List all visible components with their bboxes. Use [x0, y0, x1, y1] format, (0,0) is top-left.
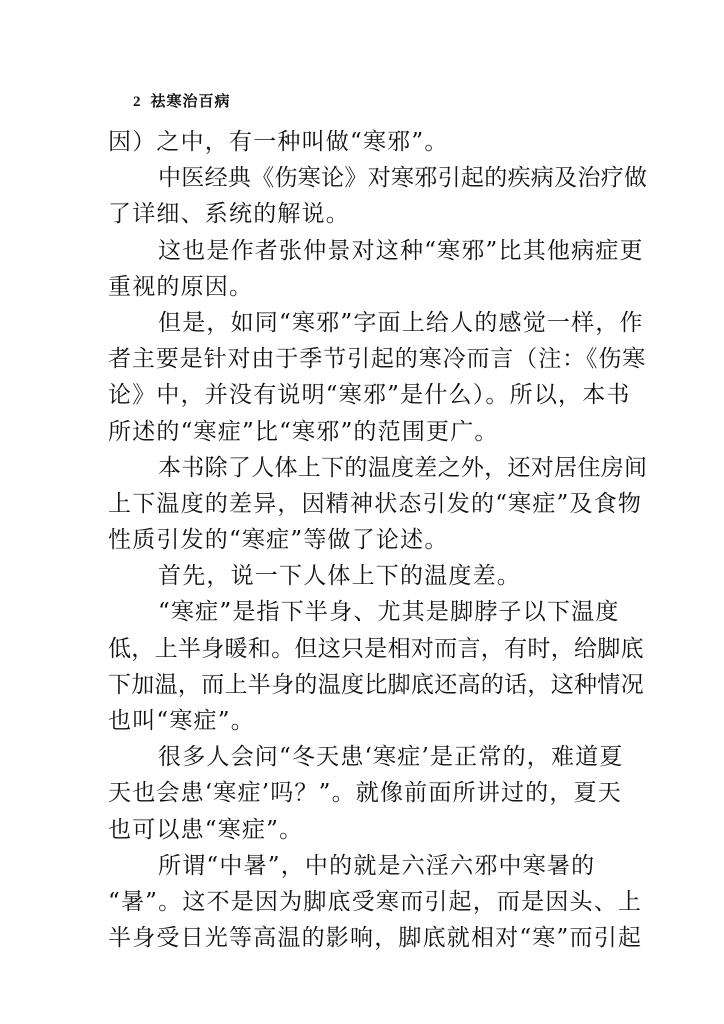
text-line: “暑”。这不是因为脚底受寒而引起，而是因头、上 — [108, 888, 643, 915]
text-line: 但是，如同“寒邪”字面上给人的感觉一样，作 — [158, 309, 644, 336]
text-line: “寒症”是指下半身、尤其是脚脖子以下温度 — [158, 599, 620, 626]
text-line: 重视的原因。 — [108, 273, 254, 300]
text-line: 性质引发的“寒症”等做了论述。 — [108, 527, 449, 554]
text-line: 者主要是针对由于季节引起的寒冷而言（注：《伤寒 — [108, 346, 647, 373]
text-line: 这也是作者张仲景对这种“寒邪”比其他病症更 — [158, 237, 644, 264]
body-text — [108, 124, 648, 956]
text-line: 中医经典《伤寒论》对寒邪引起的疾病及治疗做 — [158, 165, 648, 192]
text-line: 因）之中，有一种叫做“寒邪”。 — [108, 129, 449, 155]
running-header — [133, 90, 231, 112]
page-number: 2 — [133, 94, 141, 110]
text-line: 首先，说一下人体上下的温度差。 — [158, 563, 521, 590]
text-line: 下加温，而上半身的温度比脚底还高的话，这种情况 — [108, 671, 644, 698]
text-line: 本书除了人体上下的温度差之外，还对居住房间 — [158, 454, 648, 481]
text-line: 天也会患‘寒症’吗？”。就像前面所讲过的，夏天 — [108, 780, 622, 807]
book-title: 祛寒治百病 — [150, 92, 231, 110]
text-line: 也可以患“寒症”。 — [108, 816, 304, 843]
text-line: 很多人会问“冬天患‘寒症’是正常的，难道夏 — [158, 744, 624, 771]
text-line: 低，上半身暖和。但这只是相对而言，有时，给脚底 — [108, 635, 644, 662]
text-line: 论》中，并没有说明“寒邪”是什么）。所以，本书 — [108, 382, 631, 409]
text-line: 所谓“中暑”，中的就是六淫六邪中寒暑的 — [158, 852, 596, 879]
text-line: 所述的“寒症”比“寒邪”的范围更广。 — [108, 418, 499, 445]
text-line: 也叫“寒症”。 — [108, 708, 255, 734]
text-line: 上下温度的差异，因精神状态引发的“寒症”及食物 — [108, 490, 643, 517]
text-line: 了详细、系统的解说。 — [108, 201, 350, 228]
text-line: 半身受日光等高温的影响，脚底就相对“寒”而引起 — [108, 925, 643, 952]
